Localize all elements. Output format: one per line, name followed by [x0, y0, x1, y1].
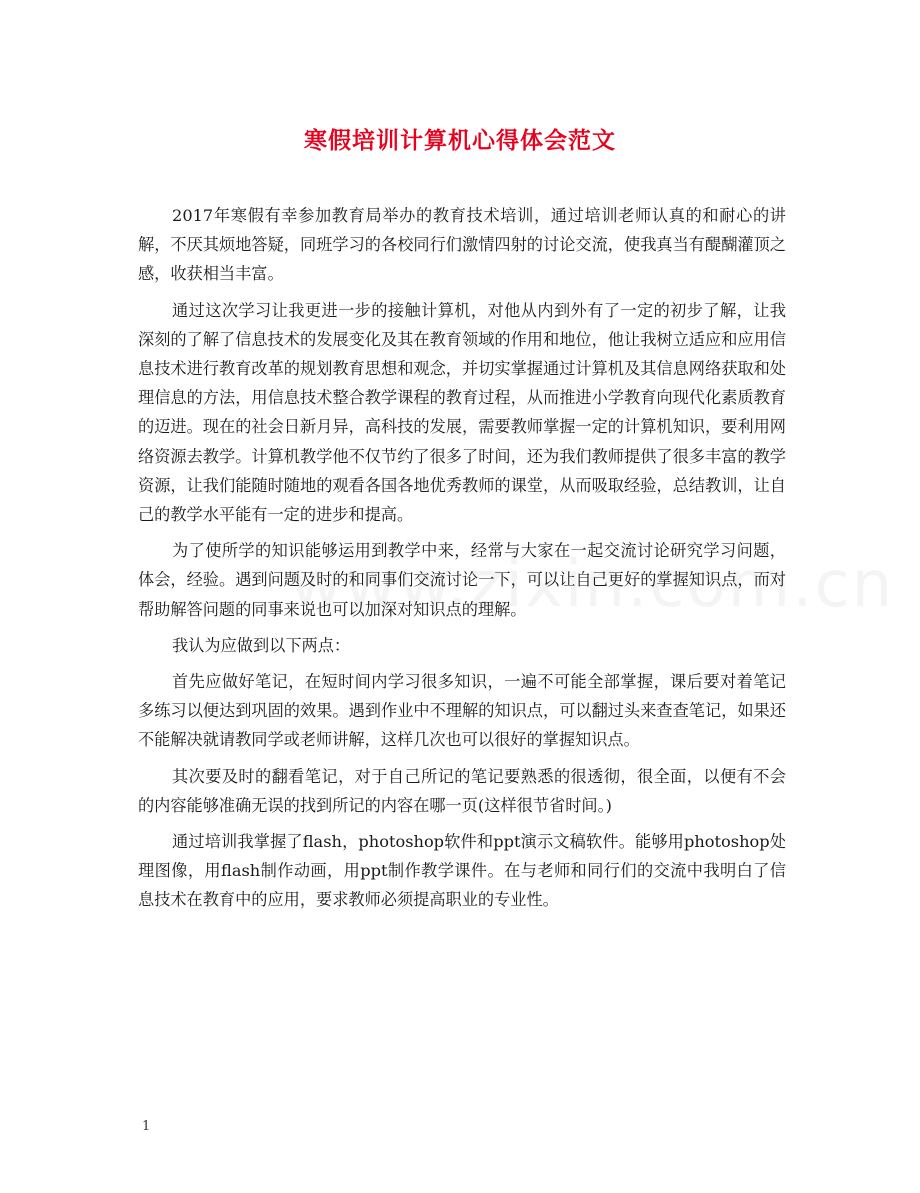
paragraph: 我认为应做到以下两点： — [172, 635, 351, 655]
paragraph: 2017年寒假有幸参加教育局举办的教育技术培训，通过培训老师认真的和耐心的讲解，不厌其烦地答疑，同班学习的各校同行们激情四射的讨论交流，使我真当有醍醐灌顶之感，收获相当丰富。 — [138, 206, 786, 284]
paragraph: 为了使所学的知识能够运用到教学中来，经常与大家在一起交流讨论研究学习问题，体会，经验。遇到问题及时的和同事们交流讨论一下，可以让自己更好的掌握知识点，而对帮助解答问题的同事来说也可以加深对知识点的理解。 — [138, 541, 786, 619]
paragraph: 首先应做好笔记，在短时间内学习很多知识，一遍不可能全部掌握，课后要对着笔记多练习以便达到巩固的效果。遇到作业中不理解的知识点，可以翻过头来查查笔记，如果还不能解决就请教同学或老师讲解，这样几次也可以很好的掌握知识点。 — [138, 672, 786, 750]
document-body — [138, 201, 786, 922]
document-title: 寒假培训计算机心得体会范文 — [304, 127, 616, 154]
paragraph: 通过培训我掌握了flash，photoshop软件和ppt演示文稿软件。能够用photoshop处理图像，用flash制作动画，用ppt制作教学课件。在与老师和同行们的交流中我明白了信息技术在教育中的应用，要求教师必须提高职业的专业性。 — [138, 832, 786, 910]
page-number: 1 — [142, 1119, 151, 1134]
paragraph: 其次要及时的翻看笔记，对于自己所记的笔记要熟悉的很透彻，很全面，以便有不会的内容能够准确无误的找到所记的内容在哪一页(这样很节省时间。) — [138, 766, 786, 815]
paragraph: 通过这次学习让我更进一步的接触计算机，对他从内到外有了一定的初步了解，让我深刻的了解了信息技术的发展变化及其在教育领域的作用和地位，他让我树立适应和应用信息技术进行教育改革的规划教育思想和观念，并切实掌握通过计算机及其信息网络获取和处理信息的方法，用信息技术整合教学课程的教育过程，从而推进小学教育向现代化素质教育的迈进。现在的社会日新月异，高科技的发展，需要教师掌握一定的计算机知识，要利用网络资源去教学。计算机教学他不仅节约了很多了时间，还为我们教师提供了很多丰富的教学资源，让我们能随时随地的观看各国各地优秀教师的课堂，从而吸取经验，总结教训，让自己的教学水平能有一定的进步和提高。 — [138, 300, 786, 525]
